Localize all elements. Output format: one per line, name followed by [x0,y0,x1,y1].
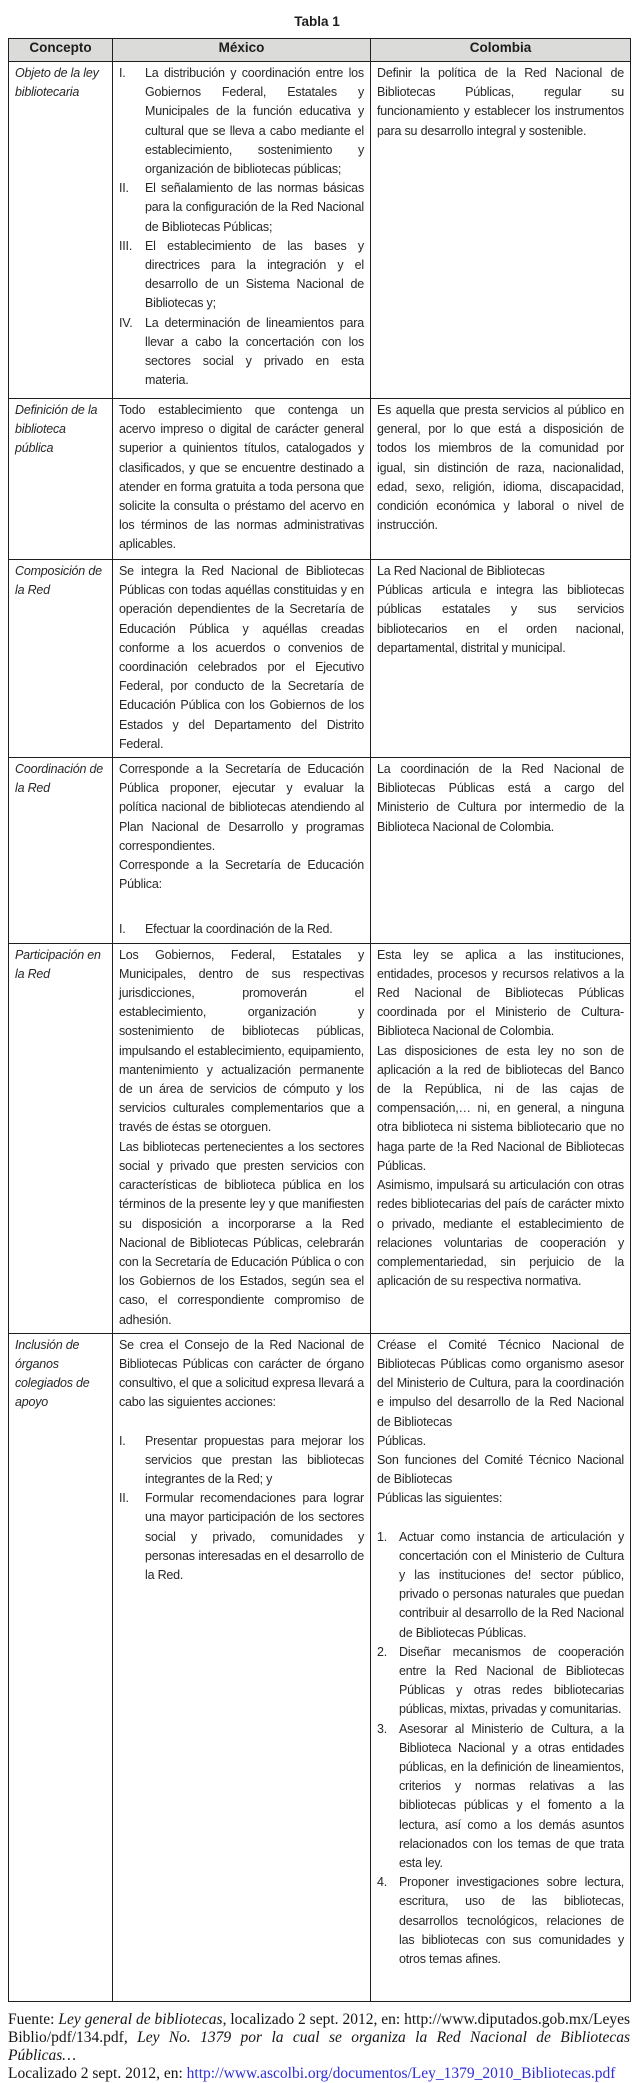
list-item-text: Formular recomendaciones para lograr una mayor participación de los sectores social y privado, comunidades y personas interesadas en el desarrollo de la Red. [145,1491,364,1582]
table-row [9,399,631,560]
colombia-cell-content [377,946,624,1292]
source-text-segment: Biblio/pdf/134.pdf, [8,2028,138,2046]
list-item [119,237,364,314]
concept-label: Coordinación de la Red [15,762,104,796]
list-item-text: El señalamiento de las normas básicas para la configuración de la Red Nacional de Bibliotecas Públicas; [145,181,364,234]
paragraph: Las disposiciones de esta ley no son de aplicación a la red de bibliotecas del Banco de la República, ni de las cajas de compensación,… ni, en general, a ninguna otra biblioteca ni sistema bibliotecario que no haga parte de !a Red Nacional de Bibliotecas Públicas. [377,1043,624,1173]
list-marker: II. [119,181,129,196]
col-header-concepto: Concepto [9,39,113,62]
concept-label: Composición de la Red [15,564,102,598]
concept-cell [9,560,113,758]
list-marker: 2. [377,1644,388,1659]
source-text-segment: Ley general de bibliotecas [58,2010,223,2028]
mexico-cell-content [119,401,364,555]
list-item [119,1432,364,1490]
mexico-cell [113,399,371,560]
vertical-gap [377,1509,624,1528]
colombia-cell [371,560,631,758]
colombia-cell [371,399,631,560]
list-marker: II. [119,1491,129,1506]
paragraph: Públicas las siguientes: [377,1491,503,1506]
table-row [9,943,631,1333]
table-row [9,758,631,944]
list-item-text: Presentar propuestas para mejorar los servicios que prestan las bibliotecas integrantes de la Red; y [145,1433,364,1486]
paragraph: Las bibliotecas pertenecientes a los sectores social y privado que presten servicios con características de biblioteca pública en los términos de la presente ley y que manifiesten su disposición a incorporarse a la Red Nacional de Bibliotecas Públicas, celebrarán con la Secretaría de Educación Pública o con los Gobiernos de los Estados, según sea el caso, el correspondiente compromiso de adhesión. [119,1139,364,1327]
list-item-text: La determinación de lineamientos para llevar a cabo la concertación con los sectores social y privado en esta materia. [145,315,364,388]
table-title: Tabla 1 [294,14,340,29]
concept-cell [9,758,113,944]
colombia-cell-content [377,760,624,837]
source-text-segment: Fuente: [8,2010,59,2028]
list-marker: IV. [119,315,133,330]
colombia-cell [371,758,631,944]
table-row [9,1333,631,2001]
list-marker: 3. [377,1721,388,1736]
colombia-cell-content [377,1336,624,1970]
list-item-text: Actuar como instancia de articulación y concertación con el Ministerio de Cultura y las instituciones de! sector público, privado o personas naturales que puedan contribuir al desarrollo de la Red Nacional de Bibliotecas Públicas. [399,1529,624,1640]
paragraph: Corresponde a la Secretaría de Educación Pública proponer, ejecutar y evaluar la política nacional de bibliotecas atendiendo al Plan Nacional de Desarrollo y programas correspondientes. [119,762,364,853]
paragraph: Los Gobiernos, Federal, Estatales y Municipales, dentro de sus respectivas jurisdicciones, promoverán el establecimiento, organización y sostenimiento de bibliotecas públicas, impulsando el establecimiento, equipamiento, mantenimiento y actualización permanente de un área de servicios de cómputo y los servicios culturales complementarios que a través de éstas se otorguen. [119,947,364,1135]
list-marker: I. [119,66,126,80]
list-item-text: Efectuar la coordinación de la Red. [145,922,333,937]
list-marker: 1. [377,1529,388,1544]
paragraph: Se integra la Red Nacional de Bibliotecas Públicas con todas aquéllas constituidas y en operación dependientes de la Secretaría de Educación Pública y aquéllas creadas conforme a los acuerdos o convenios de coordinación celebrados por el Ejecutivo Federal, por conducto de la Secretaría de Educación Pública con los Gobiernos de los Estados y del Departamento del Distrito Federal. [119,564,364,751]
mexico-cell-content [119,562,364,754]
concept-cell [9,399,113,560]
concept-label: Participación en la Red [15,947,101,981]
concept-label: Objeto de la ley bibliotecaria [15,66,99,100]
list-item [119,314,364,391]
table-row [9,560,631,758]
list-marker: I. [119,1433,126,1448]
source-note [8,2011,630,2083]
mexico-cell [113,560,371,758]
list-item [119,1489,364,1585]
colombia-cell-content [377,64,624,141]
concept-cell [9,943,113,1333]
list-item-text: Asesorar al Ministerio de Cultura, a la Biblioteca Nacional y a otras entidades públicas, en la definición de lineamientos, criterios y normas relativas a las bibliotecas públicas y el fomento a la lectura, así como a los demás asuntos relacionados con los temas de que trata esta ley. [399,1721,624,1870]
colombia-cell [371,943,631,1333]
paragraph: Esta ley se aplica a las instituciones, entidades, procesos y recursos relativos a la Red Nacional de Bibliotecas Públicas coordinada por el Ministerio de Cultura-Biblioteca Nacional de Colombia. [377,947,624,1039]
source-note-line [8,2065,630,2083]
mexico-cell [113,62,371,399]
concept-label: Definición de la biblioteca pública [15,403,98,456]
list-marker: I. [119,922,126,937]
list-marker: 4. [377,1875,388,1890]
paragraph: Públicas. [377,1433,426,1448]
paragraph: Son funciones del Comité Técnico Nacional de Bibliotecas [377,1452,624,1487]
colombia-cell [371,62,631,399]
mexico-cell [113,943,371,1333]
mexico-cell [113,1333,371,2001]
paragraph: Definir la política de la Red Nacional de Bibliotecas Públicas, regular su funcionamiento y establecer los instrumentos para su desarrollo integral y sostenible. [377,66,624,138]
list-item-text: La distribución y coordinación entre los Gobiernos Federal, Estatales y Municipales de la función educativa y cultural que se lleva a cabo mediante el establecimiento, sostenimiento y organización de bibliotecas públicas; [145,66,364,177]
paragraph: La coordinación de la Red Nacional de Bibliotecas Públicas está a cargo del Ministerio de Cultura por intermedio de la Biblioteca Nacional de Colombia. [377,762,624,834]
mexico-cell-content [119,1336,364,1585]
paragraph: Públicas articula e integra las bibliotecas públicas estatales y sus servicios bibliotecarios en el orden nacional, departamental, distrital y municipal. [377,583,624,655]
table-row [9,62,631,399]
mexico-cell-content [119,760,364,940]
col-header-mexico: México [113,39,371,62]
list-item [377,1720,624,1874]
source-note-line [8,2011,630,2029]
comparison-table [8,38,631,2002]
header-row [9,39,631,62]
concept-label: Inclusión de órganos colegiados de apoyo [15,1337,90,1410]
mexico-cell-content [119,64,364,390]
concept-cell [9,62,113,399]
concept-cell [9,1333,113,2001]
source-text-segment: Ley No. 1379 por la cual se organiza la Red Nacional de Bibliotecas Públicas… [8,2028,630,2064]
paragraph: Asimismo, impulsará su articulación con otras redes bibliotecarias del país de carácter mixto o privado, mediante el establecimiento de relaciones voluntarias de cooperación y complementariedad, sin perjuicio de la aplicación de su respectiva normativa. [377,1178,624,1289]
list-item [119,64,364,179]
colombia-cell [371,1333,631,2001]
colombia-cell-content [377,562,624,658]
list-item [377,1873,624,1969]
list-item [119,179,364,237]
list-item [119,920,364,939]
paragraph: Corresponde a la Secretaría de Educación Pública: [119,858,364,892]
list-item [377,1528,624,1643]
list-item [377,1643,624,1720]
source-text-segment: , localizado 2 sept. 2012, en: http://www.diputados.gob.mx/Leyes [222,2010,630,2028]
list-marker: III. [119,238,133,253]
colombia-cell-content [377,401,624,535]
paragraph: La Red Nacional de Bibliotecas [377,564,545,578]
list-item-text: Diseñar mecanismos de cooperación entre la Red Nacional de Bibliotecas Públicas y otras redes bibliotecarias públicas, mixtas, privadas y comunitarias. [399,1644,624,1717]
source-link[interactable]: http://www.ascolbi.org/documentos/Ley_1379_2010_Bibliotecas.pdf [186,2064,616,2082]
mexico-cell-content [119,946,364,1330]
list-item-text: Proponer investigaciones sobre lectura, escritura, uso de las bibliotecas, desarrollos tecnológicos, relaciones de las bibliotecas con sus comunidades y otros temas afines. [399,1875,624,1967]
vertical-gap [119,1413,364,1432]
paragraph: Créase el Comité Técnico Nacional de Bibliotecas Públicas como organismo asesor del Ministerio de Cultura, para la coordinación e impulso del desarrollo de la Red Nacional de Bibliotecas [377,1337,624,1429]
paragraph: Todo establecimiento que contenga un acervo impreso o digital de carácter general superior a quinientos títulos, catalogados y clasificados, y que se encuentre destinado a atender en forma gratuita a toda persona que solicite la consulta o préstamo del acervo en los términos de las normas administrativas aplicables. [119,403,364,552]
col-header-colombia: Colombia [371,39,631,62]
paragraph: Es aquella que presta servicios al público en general, por lo que está a disposición de todos los miembros de la comunidad por igual, sin distinción de raza, nacionalidad, edad, sexo, religión, idioma, discapacidad, condición económica y laboral o nivel de instrucción. [377,403,624,533]
vertical-gap [119,894,364,920]
source-text-segment: Localizado 2 sept. 2012, en: [8,2064,187,2082]
source-note-line [8,2029,630,2065]
paragraph: Se crea el Consejo de la Red Nacional de Bibliotecas Públicas con carácter de órgano consultivo, el que a solicitud expresa llevará a cabo las siguientes acciones: [119,1337,364,1410]
mexico-cell [113,758,371,944]
list-item-text: El establecimiento de las bases y directrices para la integración y el desarrollo de un Sistema Nacional de Bibliotecas y; [145,238,364,311]
